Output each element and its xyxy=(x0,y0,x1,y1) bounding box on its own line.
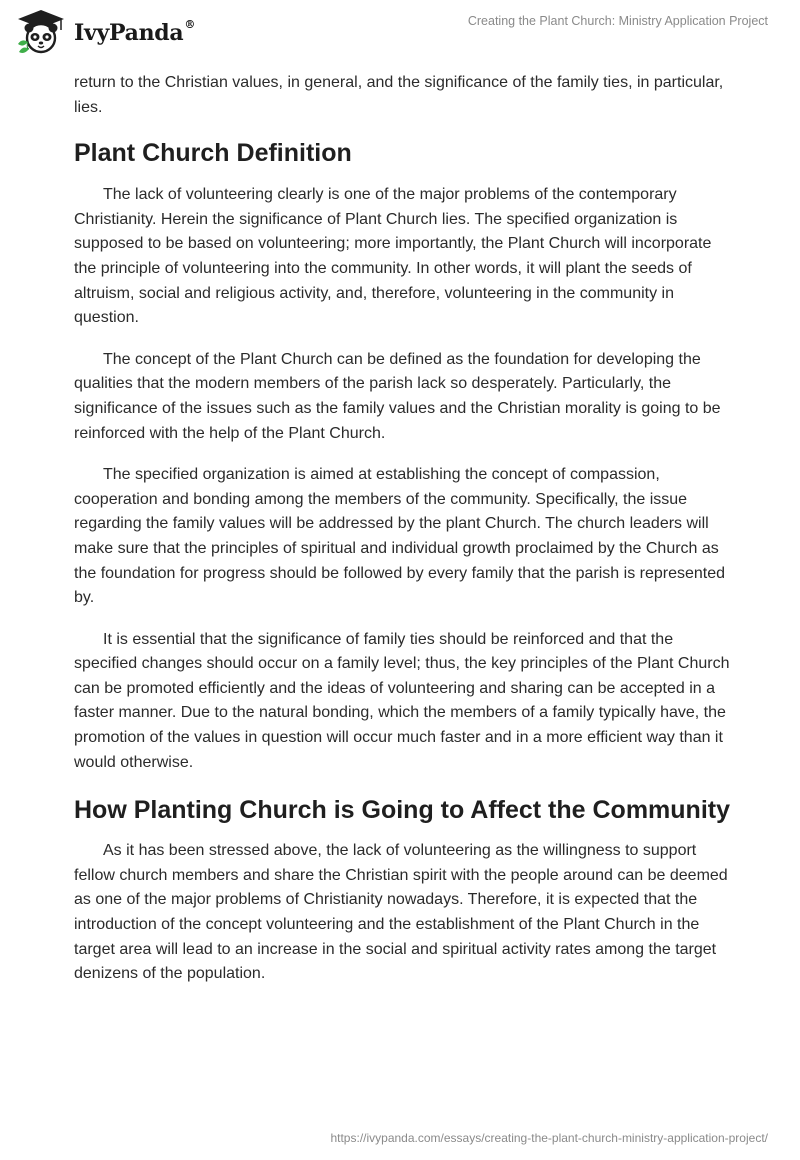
section-heading-community-effect: How Planting Church is Going to Affect the Community xyxy=(74,796,731,825)
document-title: Creating the Plant Church: Ministry Application Project xyxy=(467,14,768,28)
paragraph: It is essential that the significance of family ties should be reinforced and that the specified changes should occur on a family level; thus, the key principles of the Plant Church can be promoted efficiently and the ideas of volunteering and sharing can be accepted in a faster manner. Due to the natural bonding, which the members of a family typically have, the promotion of the values in question will occur much faster and in a more efficient way than it would otherwise. xyxy=(74,630,730,771)
essay-content xyxy=(74,71,734,1004)
paragraph: The specified organization is aimed at establishing the concept of compassion, cooperation and bonding among the members of the community. Specifically, the issue regarding the family values will be addressed by the plant Church. The church leaders will make sure that the principles of spiritual and individual growth proclaimed by the Church as the foundation for progress should be followed by every family that the parish is represented by. xyxy=(74,466,726,607)
panda-graduate-icon xyxy=(14,8,68,56)
page-header xyxy=(0,0,800,64)
source-url[interactable]: https://ivypanda.com/essays/creating-the-plant-church-ministry-application-project/ xyxy=(330,1131,768,1145)
section-heading-plant-church-definition: Plant Church Definition xyxy=(74,139,352,168)
paragraph: The concept of the Plant Church can be defined as the foundation for developing the qualities that the modern members of the parish lack so desperately. Particularly, the significance of the issues such as the family values and the Christian morality is going to be reinforced with the help of the Plant Church. xyxy=(74,350,721,442)
paragraph: As it has been stressed above, the lack of volunteering as the willingness to support fellow church members and share the Christian spirit with the people around can be deemed as one of the major problems of Christianity nowadays. Therefore, it is expected that the introduction of the concept volunteering and the establishment of the Plant Church in the target area will lead to an increase in the social and spiritual activity rates among the target denizens of the population. xyxy=(74,842,728,983)
paragraph: The lack of volunteering clearly is one of the major problems of the contemporary Christianity. Herein the significance of Plant Church lies. The specified organization is supposed to be based on volunteering; more importantly, the Plant Church will incorporate the principle of volunteering into the community. In other words, it will plant the seeds of altruism, social and religious activity, and, therefore, volunteering in the community in question. xyxy=(74,186,712,327)
ivypanda-logo[interactable] xyxy=(14,8,195,56)
logo-wordmark: IvyPanda® xyxy=(74,18,196,46)
intro-paragraph: return to the Christian values, in general, and the significance of the family ties, in particular, lies. xyxy=(74,74,724,116)
